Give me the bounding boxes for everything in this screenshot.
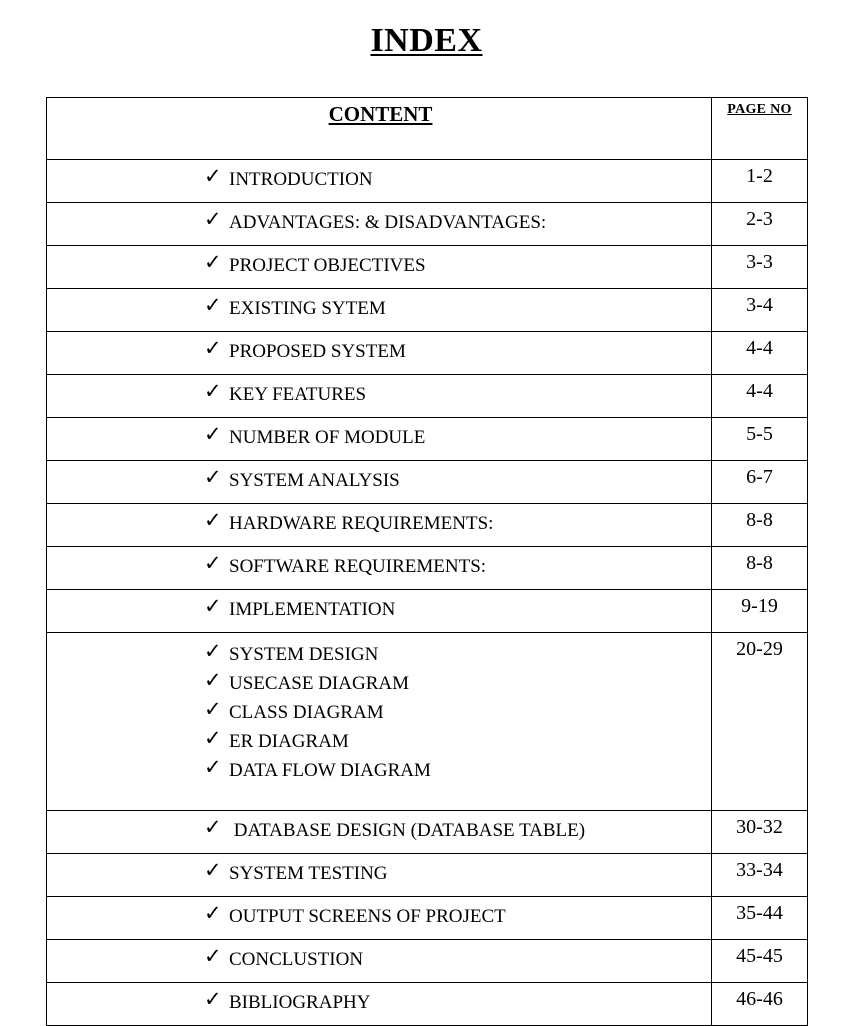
content-cell (47, 633, 712, 811)
list-item (204, 547, 711, 576)
page-number-cell: 3-3 (712, 246, 808, 289)
page-number-cell: 1-2 (712, 160, 808, 203)
checkmark-icon: ✓ (204, 551, 222, 575)
content-cell (47, 418, 712, 461)
checkmark-icon: ✓ (204, 207, 222, 231)
list-item (204, 590, 711, 619)
checkmark-icon: ✓ (204, 815, 222, 839)
item-label: OUTPUT SCREENS OF PROJECT (229, 906, 506, 927)
content-cell (47, 461, 712, 504)
content-item-list (47, 811, 711, 840)
page-number-cell: 3-4 (712, 289, 808, 332)
checkmark-icon: ✓ (204, 379, 222, 403)
page-number-cell: 46-46 (712, 983, 808, 1026)
content-item-list (47, 940, 711, 969)
content-cell (47, 203, 712, 246)
list-item (204, 751, 711, 780)
page-number-cell: 4-4 (712, 375, 808, 418)
table-row (47, 289, 808, 332)
content-item-list (47, 289, 711, 318)
item-label: NUMBER OF MODULE (229, 427, 426, 448)
table-row (47, 375, 808, 418)
content-cell (47, 504, 712, 547)
list-item (204, 854, 711, 883)
list-item (204, 375, 711, 404)
page-title: INDEX (370, 22, 483, 59)
table-row (47, 897, 808, 940)
list-item (204, 664, 711, 693)
table-row (47, 811, 808, 854)
checkmark-icon: ✓ (204, 594, 222, 618)
index-table (46, 97, 808, 1026)
table-row (47, 590, 808, 633)
item-label: ADVANTAGES: & DISADVANTAGES: (229, 212, 547, 233)
checkmark-icon: ✓ (204, 164, 222, 188)
content-column-header: CONTENT (47, 98, 712, 160)
table-row (47, 504, 808, 547)
table-row (47, 332, 808, 375)
item-label: HARDWARE REQUIREMENTS: (229, 513, 494, 534)
list-item (204, 418, 711, 447)
item-label: SOFTWARE REQUIREMENTS: (229, 556, 487, 577)
item-label: DATA FLOW DIAGRAM (229, 760, 431, 781)
checkmark-icon: ✓ (204, 422, 222, 446)
list-item (204, 504, 711, 533)
checkmark-icon: ✓ (204, 755, 222, 779)
content-cell (47, 375, 712, 418)
item-label: EXISTING SYTEM (229, 298, 386, 319)
page-number-cell: 35-44 (712, 897, 808, 940)
checkmark-icon: ✓ (204, 726, 222, 750)
list-item (204, 722, 711, 751)
content-item-list (47, 854, 711, 883)
checkmark-icon: ✓ (204, 293, 222, 317)
checkmark-icon: ✓ (204, 508, 222, 532)
content-cell (47, 897, 712, 940)
list-item (204, 983, 711, 1012)
content-cell (47, 940, 712, 983)
list-item (204, 246, 711, 275)
item-label: ER DIAGRAM (229, 731, 349, 752)
checkmark-icon: ✓ (204, 639, 222, 663)
table-row (47, 160, 808, 203)
checkmark-icon: ✓ (204, 858, 222, 882)
content-item-list (47, 160, 711, 189)
page-no-column-header: PAGE NO (712, 98, 808, 160)
content-cell (47, 246, 712, 289)
page-number-cell: 8-8 (712, 547, 808, 590)
content-cell (47, 590, 712, 633)
table-row (47, 983, 808, 1026)
item-label: SYSTEM ANALYSIS (229, 470, 400, 491)
table-row (47, 854, 808, 897)
checkmark-icon: ✓ (204, 697, 222, 721)
content-item-list (47, 633, 711, 780)
item-label: USECASE DIAGRAM (229, 673, 409, 694)
item-label: IMPLEMENTATION (229, 599, 396, 620)
table-row (47, 940, 808, 983)
page-number-cell: 4-4 (712, 332, 808, 375)
content-item-list (47, 461, 711, 490)
content-cell (47, 547, 712, 590)
page-number-cell: 45-45 (712, 940, 808, 983)
list-item (204, 693, 711, 722)
content-cell (47, 160, 712, 203)
content-cell (47, 289, 712, 332)
list-item (204, 332, 711, 361)
table-row (47, 418, 808, 461)
content-item-list (47, 332, 711, 361)
page-number-cell: 30-32 (712, 811, 808, 854)
list-item (204, 811, 711, 840)
item-label: CLASS DIAGRAM (229, 702, 384, 723)
page-number-cell: 20-29 (712, 633, 808, 811)
checkmark-icon: ✓ (204, 987, 222, 1011)
content-item-list (47, 246, 711, 275)
checkmark-icon: ✓ (204, 944, 222, 968)
item-label: SYSTEM TESTING (229, 863, 388, 884)
item-label: INTRODUCTION (229, 169, 373, 190)
content-item-list (47, 983, 711, 1012)
item-label: KEY FEATURES (229, 384, 367, 405)
content-item-list (47, 504, 711, 533)
index-table-body (47, 160, 808, 1026)
checkmark-icon: ✓ (204, 465, 222, 489)
checkmark-icon: ✓ (204, 250, 222, 274)
page-number-cell: 33-34 (712, 854, 808, 897)
item-label: PROPOSED SYSTEM (229, 341, 406, 362)
item-label: SYSTEM DESIGN (229, 644, 379, 665)
item-label: DATABASE DESIGN (DATABASE TABLE) (229, 820, 586, 841)
checkmark-icon: ✓ (204, 901, 222, 925)
content-item-list (47, 897, 711, 926)
list-item (204, 160, 711, 189)
list-item (204, 289, 711, 318)
page-number-cell: 2-3 (712, 203, 808, 246)
content-item-list (47, 418, 711, 447)
checkmark-icon: ✓ (204, 336, 222, 360)
list-item (204, 461, 711, 490)
content-item-list (47, 547, 711, 576)
item-label: CONCLUSTION (229, 949, 364, 970)
list-item (204, 203, 711, 232)
content-item-list (47, 203, 711, 232)
table-row (47, 203, 808, 246)
checkmark-icon: ✓ (204, 668, 222, 692)
table-row (47, 547, 808, 590)
list-item (204, 635, 711, 664)
content-cell (47, 811, 712, 854)
content-item-list (47, 375, 711, 404)
page-number-cell: 8-8 (712, 504, 808, 547)
page-number-cell: 5-5 (712, 418, 808, 461)
page-number-cell: 9-19 (712, 590, 808, 633)
table-row (47, 246, 808, 289)
table-row (47, 633, 808, 811)
list-item (204, 897, 711, 926)
item-label: BIBLIOGRAPHY (229, 992, 371, 1013)
page-number-cell: 6-7 (712, 461, 808, 504)
content-item-list (47, 590, 711, 619)
table-row (47, 461, 808, 504)
content-cell (47, 854, 712, 897)
content-cell (47, 332, 712, 375)
list-item (204, 940, 711, 969)
content-cell (47, 983, 712, 1026)
item-label: PROJECT OBJECTIVES (229, 255, 426, 276)
table-header-row (47, 98, 808, 160)
